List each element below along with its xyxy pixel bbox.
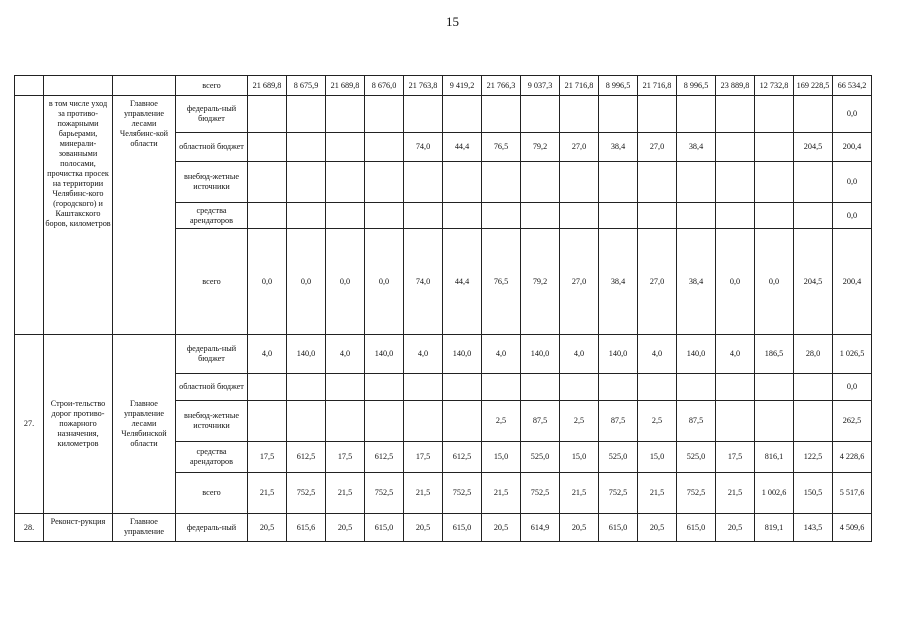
value-cell	[287, 133, 326, 162]
value-cell	[599, 203, 638, 229]
value-cell	[521, 96, 560, 133]
table-row	[15, 514, 872, 542]
value-cell	[560, 203, 599, 229]
value-cell	[365, 374, 404, 401]
value-cell	[248, 133, 287, 162]
value-cell: 614,9	[521, 514, 560, 542]
budget-table	[14, 75, 872, 542]
value-cell: 87,5	[599, 401, 638, 442]
value-cell	[755, 162, 794, 203]
value-cell: 87,5	[677, 401, 716, 442]
value-cell: 140,0	[287, 335, 326, 374]
value-cell	[248, 401, 287, 442]
funding-source-cell: федераль-ный бюджет	[176, 335, 248, 374]
value-cell	[677, 96, 716, 133]
value-cell	[404, 162, 443, 203]
value-cell	[755, 374, 794, 401]
value-cell: 20,5	[638, 514, 677, 542]
value-cell	[755, 401, 794, 442]
value-cell: 0,0	[755, 229, 794, 335]
value-cell: 21,5	[716, 473, 755, 514]
value-cell: 21 689,8	[326, 76, 365, 96]
value-cell: 140,0	[443, 335, 482, 374]
value-cell: 615,6	[287, 514, 326, 542]
table-row	[15, 96, 872, 133]
value-cell: 615,0	[443, 514, 482, 542]
value-cell: 4,0	[560, 335, 599, 374]
value-cell: 204,5	[794, 229, 833, 335]
value-cell	[365, 203, 404, 229]
item-name-cell: Реконст-рукция	[44, 514, 113, 542]
funding-source-cell: внебюд-жетные источники	[176, 401, 248, 442]
responsible-org-cell: Главное управление	[113, 514, 176, 542]
value-cell: 140,0	[599, 335, 638, 374]
value-cell: 612,5	[443, 442, 482, 473]
value-cell	[326, 203, 365, 229]
funding-source-cell: областной бюджет	[176, 133, 248, 162]
value-cell	[638, 203, 677, 229]
row-index-cell: 27.	[15, 335, 44, 514]
value-cell	[794, 374, 833, 401]
value-cell: 21 763,8	[404, 76, 443, 96]
value-cell: 4,0	[404, 335, 443, 374]
value-cell: 21 689,8	[248, 76, 287, 96]
funding-source-cell: федераль-ный	[176, 514, 248, 542]
item-name-cell	[44, 76, 113, 96]
value-cell: 122,5	[794, 442, 833, 473]
value-cell	[404, 203, 443, 229]
value-cell: 752,5	[599, 473, 638, 514]
value-cell: 4 228,6	[833, 442, 872, 473]
value-cell	[794, 203, 833, 229]
value-cell: 612,5	[365, 442, 404, 473]
value-cell: 38,4	[677, 133, 716, 162]
value-cell: 9 419,2	[443, 76, 482, 96]
value-cell: 23 889,8	[716, 76, 755, 96]
funding-source-cell: всего	[176, 473, 248, 514]
value-cell: 15,0	[638, 442, 677, 473]
value-cell: 4,0	[482, 335, 521, 374]
value-cell	[599, 374, 638, 401]
value-cell: 752,5	[287, 473, 326, 514]
value-cell	[716, 203, 755, 229]
value-cell: 20,5	[560, 514, 599, 542]
value-cell	[248, 203, 287, 229]
value-cell	[404, 374, 443, 401]
value-cell: 74,0	[404, 133, 443, 162]
value-cell	[404, 96, 443, 133]
value-cell	[638, 162, 677, 203]
value-cell: 17,5	[248, 442, 287, 473]
value-cell	[560, 374, 599, 401]
row-index-cell: 28.	[15, 514, 44, 542]
value-cell: 169 228,5	[794, 76, 833, 96]
value-cell: 21 716,8	[560, 76, 599, 96]
value-cell	[638, 96, 677, 133]
value-cell	[326, 133, 365, 162]
value-cell: 21,5	[482, 473, 521, 514]
value-cell: 752,5	[521, 473, 560, 514]
value-cell: 0,0	[326, 229, 365, 335]
responsible-org-cell	[113, 76, 176, 96]
value-cell: 27,0	[638, 229, 677, 335]
value-cell: 17,5	[716, 442, 755, 473]
value-cell: 20,5	[326, 514, 365, 542]
value-cell	[326, 401, 365, 442]
value-cell: 4,0	[326, 335, 365, 374]
value-cell	[716, 374, 755, 401]
value-cell	[560, 96, 599, 133]
value-cell: 140,0	[365, 335, 404, 374]
value-cell	[560, 162, 599, 203]
value-cell	[248, 374, 287, 401]
value-cell	[365, 401, 404, 442]
value-cell: 752,5	[443, 473, 482, 514]
funding-source-cell: средства арендаторов	[176, 442, 248, 473]
value-cell: 0,0	[365, 229, 404, 335]
value-cell	[677, 162, 716, 203]
value-cell	[755, 96, 794, 133]
value-cell: 38,4	[677, 229, 716, 335]
row-index-cell	[15, 96, 44, 335]
value-cell	[638, 374, 677, 401]
value-cell: 4,0	[638, 335, 677, 374]
value-cell	[482, 374, 521, 401]
value-cell: 0,0	[248, 229, 287, 335]
value-cell: 525,0	[599, 442, 638, 473]
value-cell: 0,0	[833, 374, 872, 401]
value-cell	[794, 401, 833, 442]
value-cell	[755, 203, 794, 229]
value-cell	[287, 401, 326, 442]
value-cell: 9 037,3	[521, 76, 560, 96]
value-cell: 66 534,2	[833, 76, 872, 96]
page-number: 15	[446, 14, 459, 29]
table-row	[15, 335, 872, 374]
value-cell	[677, 374, 716, 401]
value-cell: 12 732,8	[755, 76, 794, 96]
value-cell: 5 517,6	[833, 473, 872, 514]
table-row	[15, 76, 872, 96]
value-cell: 8 996,5	[677, 76, 716, 96]
value-cell: 204,5	[794, 133, 833, 162]
value-cell	[443, 96, 482, 133]
value-cell	[716, 162, 755, 203]
responsible-org-cell: Главное управление лесами Челябинской области	[113, 335, 176, 514]
value-cell: 20,5	[716, 514, 755, 542]
value-cell: 28,0	[794, 335, 833, 374]
value-cell: 0,0	[833, 203, 872, 229]
value-cell	[482, 96, 521, 133]
value-cell: 200,4	[833, 133, 872, 162]
value-cell: 76,5	[482, 133, 521, 162]
value-cell	[521, 374, 560, 401]
funding-source-cell: внебюд-жетные источники	[176, 162, 248, 203]
value-cell: 17,5	[404, 442, 443, 473]
value-cell	[794, 96, 833, 133]
value-cell: 752,5	[365, 473, 404, 514]
value-cell: 8 996,5	[599, 76, 638, 96]
value-cell: 20,5	[482, 514, 521, 542]
value-cell	[599, 162, 638, 203]
funding-source-cell: всего	[176, 76, 248, 96]
funding-source-cell: всего	[176, 229, 248, 335]
value-cell: 27,0	[560, 229, 599, 335]
value-cell: 21,5	[248, 473, 287, 514]
value-cell	[482, 162, 521, 203]
value-cell: 2,5	[638, 401, 677, 442]
value-cell: 4,0	[248, 335, 287, 374]
value-cell: 21 766,3	[482, 76, 521, 96]
value-cell	[404, 401, 443, 442]
value-cell: 8 676,0	[365, 76, 404, 96]
value-cell: 525,0	[677, 442, 716, 473]
value-cell	[443, 374, 482, 401]
value-cell: 21,5	[404, 473, 443, 514]
value-cell: 615,0	[677, 514, 716, 542]
value-cell: 27,0	[638, 133, 677, 162]
responsible-org-cell: Главное управление лесами Челябинс-кой области	[113, 96, 176, 335]
value-cell	[365, 133, 404, 162]
value-cell: 2,5	[560, 401, 599, 442]
value-cell: 15,0	[482, 442, 521, 473]
value-cell: 819,1	[755, 514, 794, 542]
row-index-cell	[15, 76, 44, 96]
funding-source-cell: федераль-ный бюджет	[176, 96, 248, 133]
value-cell	[287, 374, 326, 401]
value-cell: 200,4	[833, 229, 872, 335]
value-cell: 15,0	[560, 442, 599, 473]
value-cell	[794, 162, 833, 203]
funding-source-cell: средства арендаторов	[176, 203, 248, 229]
value-cell: 612,5	[287, 442, 326, 473]
value-cell: 0,0	[833, 162, 872, 203]
value-cell: 20,5	[248, 514, 287, 542]
value-cell	[326, 374, 365, 401]
value-cell: 74,0	[404, 229, 443, 335]
value-cell	[521, 162, 560, 203]
value-cell	[677, 203, 716, 229]
value-cell	[248, 96, 287, 133]
value-cell: 17,5	[326, 442, 365, 473]
value-cell: 752,5	[677, 473, 716, 514]
value-cell: 615,0	[365, 514, 404, 542]
value-cell: 87,5	[521, 401, 560, 442]
value-cell	[716, 96, 755, 133]
value-cell: 79,2	[521, 133, 560, 162]
value-cell: 0,0	[833, 96, 872, 133]
value-cell: 21,5	[560, 473, 599, 514]
value-cell: 27,0	[560, 133, 599, 162]
value-cell: 0,0	[287, 229, 326, 335]
value-cell: 816,1	[755, 442, 794, 473]
value-cell	[716, 133, 755, 162]
value-cell: 615,0	[599, 514, 638, 542]
value-cell: 38,4	[599, 133, 638, 162]
value-cell	[248, 162, 287, 203]
value-cell: 262,5	[833, 401, 872, 442]
value-cell: 21,5	[326, 473, 365, 514]
item-name-cell: Строи-тельство дорог противо-пожарного назначения, километров	[44, 335, 113, 514]
value-cell	[755, 133, 794, 162]
value-cell: 4,0	[716, 335, 755, 374]
value-cell: 150,5	[794, 473, 833, 514]
value-cell: 38,4	[599, 229, 638, 335]
value-cell: 1 002,6	[755, 473, 794, 514]
value-cell: 4 509,6	[833, 514, 872, 542]
value-cell: 44,4	[443, 133, 482, 162]
value-cell	[521, 203, 560, 229]
value-cell	[482, 203, 521, 229]
value-cell	[287, 203, 326, 229]
value-cell: 44,4	[443, 229, 482, 335]
value-cell	[443, 162, 482, 203]
value-cell	[365, 162, 404, 203]
value-cell: 20,5	[404, 514, 443, 542]
value-cell	[443, 203, 482, 229]
value-cell: 1 026,5	[833, 335, 872, 374]
value-cell	[716, 401, 755, 442]
value-cell: 143,5	[794, 514, 833, 542]
value-cell	[443, 401, 482, 442]
value-cell: 140,0	[521, 335, 560, 374]
value-cell: 0,0	[716, 229, 755, 335]
value-cell: 186,5	[755, 335, 794, 374]
value-cell	[287, 96, 326, 133]
item-name-cell: в том числе уход за противо-пожарными барьерами, минерали-зованными полосами, прочистка просек на территории Челябинс-кого (городского) и Каштакского боров, километров	[44, 96, 113, 335]
value-cell: 140,0	[677, 335, 716, 374]
value-cell	[599, 96, 638, 133]
value-cell	[287, 162, 326, 203]
value-cell: 21 716,8	[638, 76, 677, 96]
value-cell: 525,0	[521, 442, 560, 473]
value-cell: 2,5	[482, 401, 521, 442]
value-cell: 76,5	[482, 229, 521, 335]
value-cell: 79,2	[521, 229, 560, 335]
value-cell: 8 675,9	[287, 76, 326, 96]
value-cell: 21,5	[638, 473, 677, 514]
value-cell	[326, 162, 365, 203]
funding-source-cell: областной бюджет	[176, 374, 248, 401]
value-cell	[365, 96, 404, 133]
value-cell	[326, 96, 365, 133]
